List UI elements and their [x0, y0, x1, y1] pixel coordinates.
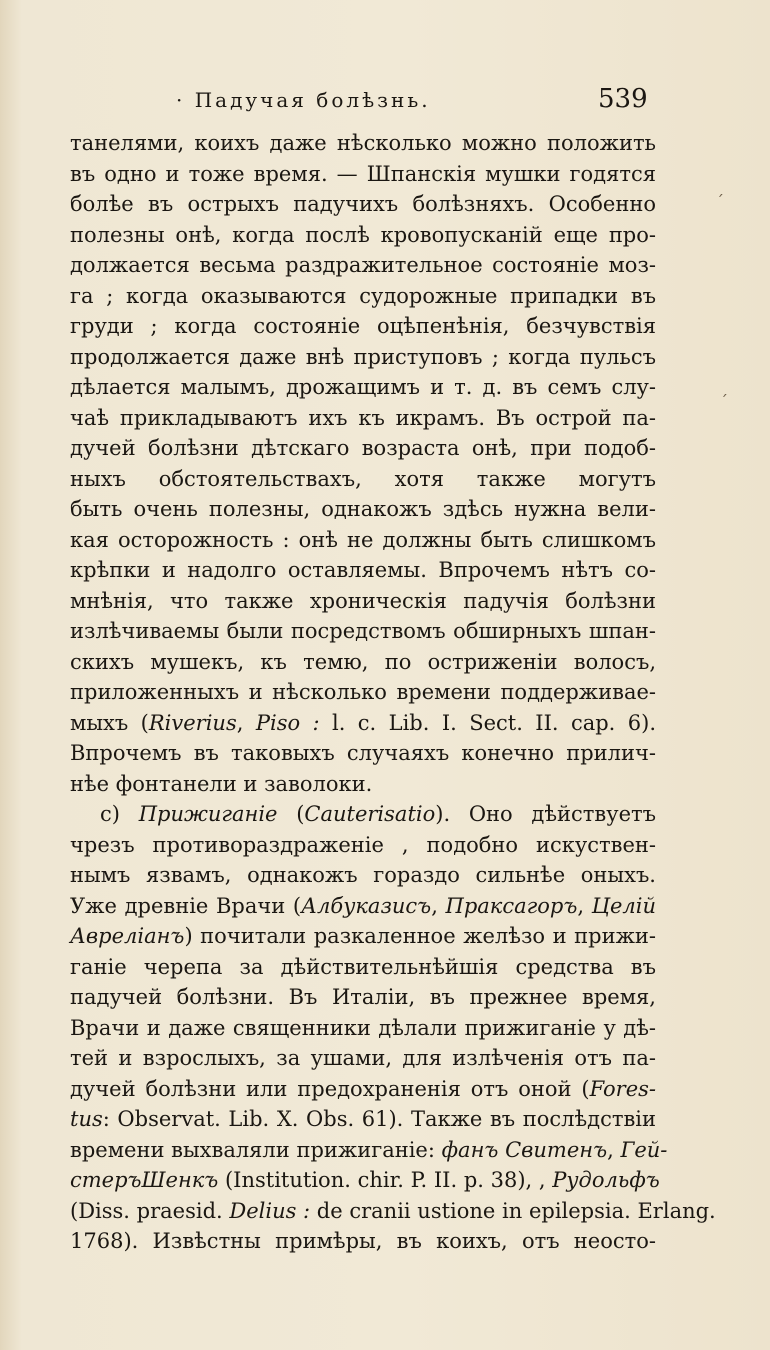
running-title: · Падучая болѣзнь. [176, 88, 431, 112]
text-segment: Врачи и даже священники дѣлали прижиганіе у дѣ- [70, 1015, 656, 1040]
italic-text: фанъ Свитенъ [441, 1137, 608, 1162]
text-segment: , [577, 893, 592, 918]
text-segment: приложенныхъ и нѣсколько времени поддерживае- [70, 680, 656, 704]
text-line [70, 1104, 656, 1135]
italic-text: Прижиганіе [138, 802, 278, 826]
text-line [70, 616, 656, 647]
text-line [70, 494, 656, 525]
text-segment: ). Оно дѣйствуетъ [435, 802, 656, 826]
text-line [70, 1165, 660, 1196]
italic-text: Праксагоръ [445, 893, 578, 918]
text-segment: мнѣнія, что также хроническія падучія болѣзни [70, 588, 656, 613]
text-line [70, 921, 656, 952]
text-segment: крѣпки и надолго оставляемы. Впрочемъ нѣтъ со- [70, 558, 656, 582]
body-text [70, 128, 716, 1257]
text-segment: ганіе черепа за дѣйствительнѣйшія средства въ [70, 954, 656, 979]
italic-text: Албуказисъ [301, 893, 432, 918]
text-segment: ныхъ обстоятельствахъ, хотя также могутъ [70, 466, 656, 491]
text-line [70, 1135, 668, 1166]
text-segment: 1768). Извѣстны примѣры, въ коихъ, отъ неосто- [70, 1229, 656, 1253]
text-segment: дучей болѣзни или предохраненія отъ оной ( [70, 1076, 590, 1101]
text-line [70, 220, 656, 251]
margin-mark: ˊ [720, 392, 728, 411]
text-line [70, 1013, 656, 1044]
text-line [70, 281, 656, 312]
text-line [70, 952, 656, 983]
text-line [70, 1196, 716, 1227]
text-segment: l. c. Lib. I. Sect. II. cap. 6). [319, 710, 656, 735]
text-line [70, 128, 656, 159]
text-line [70, 799, 656, 830]
italic-text: Гей- [620, 1137, 668, 1162]
text-segment: скихъ мушекъ, къ темю, по остриженіи волосъ, [70, 649, 656, 674]
page-number: 539 [598, 84, 648, 114]
text-line [70, 372, 656, 403]
text-segment: времени выхваляли прижиганіе: [70, 1137, 442, 1162]
text-line [70, 433, 656, 464]
text-line [70, 525, 656, 556]
text-line [70, 982, 656, 1013]
text-segment: , [607, 1137, 621, 1162]
text-line [70, 403, 656, 434]
italic-text: Шенкъ [141, 1168, 219, 1192]
italic-text: Рудольфъ [552, 1168, 660, 1192]
italic-text: tus [70, 1107, 103, 1131]
text-segment: c) [100, 802, 139, 826]
text-segment: , [236, 710, 256, 735]
text-segment: (Institution. chir. P. II. p. 38), [218, 1168, 539, 1192]
text-segment: полезны онѣ, когда послѣ кровопусканій еще про- [70, 222, 656, 247]
text-line [70, 342, 656, 373]
text-segment: должается весьма раздражительное состояніе моз- [70, 253, 656, 277]
text-segment: ) почитали разкаленное желѣзо и прижи- [184, 924, 656, 948]
text-segment: нѣе фонтанели и заволоки. [70, 771, 373, 796]
text-line [70, 250, 656, 281]
italic-text: Piso : [255, 710, 320, 735]
text-line [70, 1074, 656, 1105]
text-line [70, 860, 656, 891]
text-line [70, 464, 656, 495]
text-line [70, 1226, 656, 1257]
text-segment: Впрочемъ въ таковыхъ случаяхъ конечно прилич- [70, 741, 656, 765]
text-segment: нымъ язвамъ, однакожъ гораздо сильнѣе оныхъ. [70, 863, 656, 887]
text-segment: : Observat. Lib. X. Obs. 61). Также въ послѣдствіи [102, 1107, 656, 1131]
page-header [0, 84, 770, 122]
text-line [70, 1043, 656, 1074]
text-segment: (Diss. praesid. [70, 1198, 230, 1223]
text-line [70, 677, 656, 708]
text-segment: падучей болѣзни. Въ Италіи, въ прежнее время, [70, 985, 656, 1009]
text-segment: продолжается даже внѣ приступовъ ; когда пульсъ [70, 344, 656, 369]
italic-text: Целій [591, 893, 656, 918]
italic-text: Riverius [148, 710, 237, 735]
text-line [70, 586, 656, 617]
margin-mark: ˊ [716, 192, 724, 211]
text-segment: быть очень полезны, однакожъ здѣсь нужна вели- [70, 497, 656, 521]
text-segment: дѣлается малымъ, дрожащимъ и т. д. въ семъ слу- [70, 375, 656, 399]
text-segment: груди ; когда состояніе оцѣпенѣнія, безчувствія [70, 314, 656, 338]
italic-text: Cauterisatio [304, 802, 436, 826]
text-line [70, 708, 656, 739]
text-line [70, 647, 656, 678]
text-segment: кая осторожность : онѣ не должны быть слишкомъ [70, 527, 656, 552]
italic-text: Delius : [229, 1198, 311, 1223]
text-segment: Уже древніе Врачи ( [70, 893, 302, 918]
text-line [70, 891, 656, 922]
text-segment: ( [277, 802, 305, 826]
text-line [70, 738, 656, 769]
text-line [70, 830, 656, 861]
text-segment: , [538, 1168, 553, 1192]
text-segment: танелями, коихъ даже нѣсколько можно положить [70, 131, 656, 155]
text-segment: въ одно и тоже время. — Шпанскія мушки годятся [70, 161, 656, 186]
text-line [70, 159, 656, 190]
italic-text: стеръ [70, 1168, 142, 1192]
text-segment: излѣчиваемы были посредствомъ обширныхъ шпан- [70, 619, 656, 643]
text-segment: чаѣ прикладываютъ ихъ къ икрамъ. Въ острой па- [70, 405, 656, 430]
text-line [70, 555, 656, 586]
text-line [70, 311, 656, 342]
text-segment: de cranii ustione in epilepsia. Erlang. [310, 1198, 716, 1223]
text-segment: мыхъ ( [70, 710, 149, 735]
text-line [70, 189, 656, 220]
text-segment: чрезъ противораздраженіе , подобно искуствен- [70, 832, 656, 857]
italic-text: Авреліанъ [70, 924, 185, 948]
text-segment: га ; когда оказываются судорожные припадки въ [70, 283, 656, 308]
text-segment: болѣе въ острыхъ падучихъ болѣзняхъ. Особенно [70, 192, 656, 216]
italic-text: Fores- [589, 1076, 656, 1101]
text-segment: , [431, 893, 446, 918]
text-line [70, 769, 656, 800]
text-segment: тей и взрослыхъ, за ушами, для излѣченія отъ па- [70, 1046, 656, 1070]
text-segment: дучей болѣзни дѣтскаго возраста онѣ, при подоб- [70, 436, 656, 460]
